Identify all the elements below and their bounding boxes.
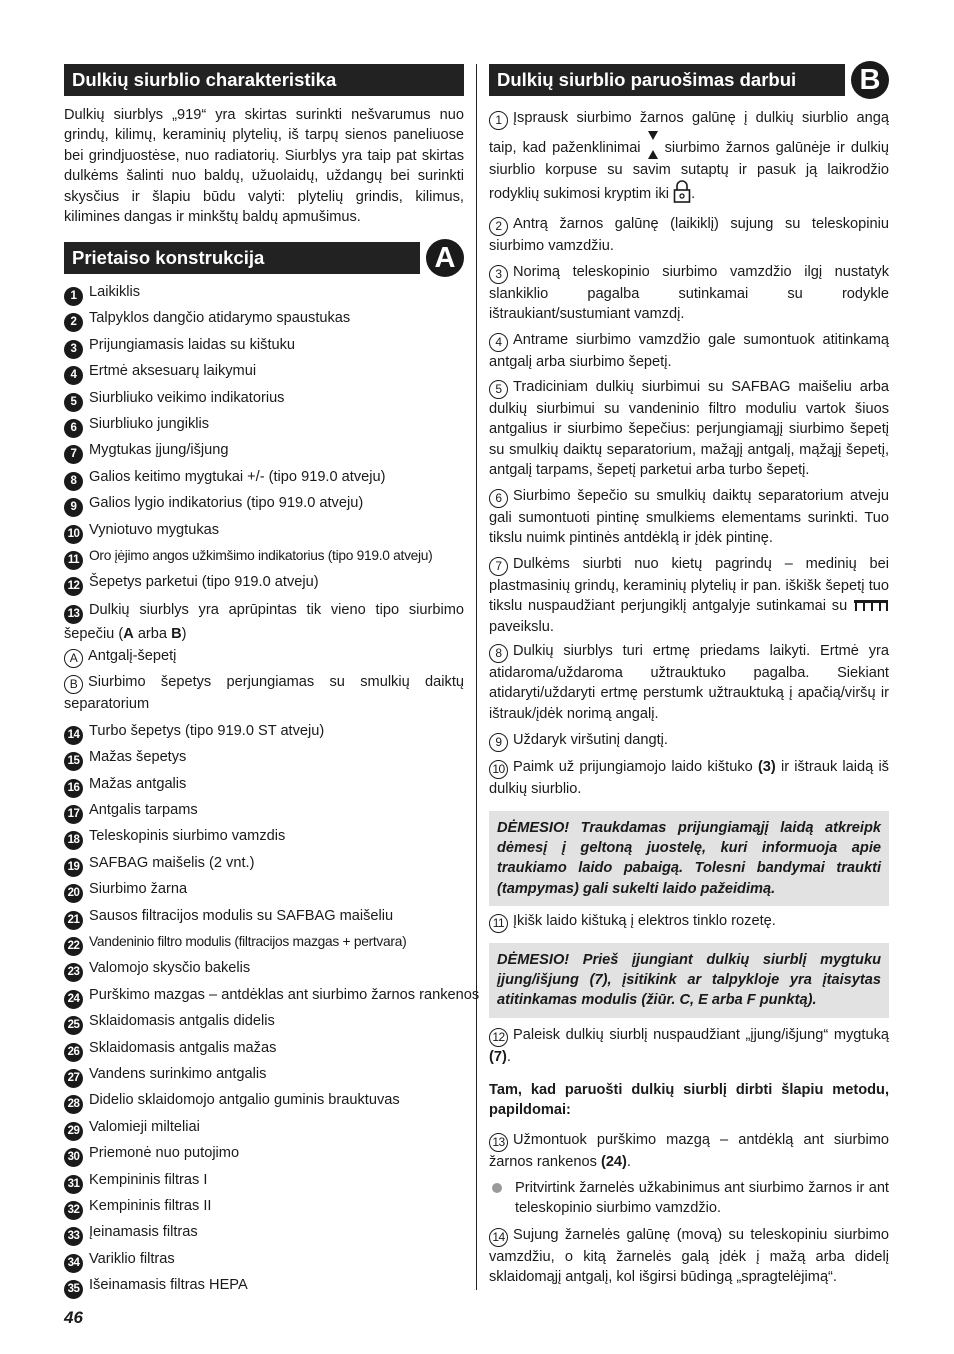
wet-method-note: Tam, kad paruošti dulkių siurblį dirbti šlapiu metodu, papildomai: [489, 1082, 889, 1119]
item-number: 17 [64, 805, 83, 824]
item-label: Siurbliuko veikimo indikatorius [89, 389, 285, 406]
item-label: Kempininis filtras II [89, 1198, 212, 1214]
item-label: Teleskopinis siurbimo vamzdis [89, 828, 286, 845]
section-header-construction: Prietaiso konstrukcija [64, 242, 420, 274]
item-label: Sausos filtracijos modulis su SAFBAG maišeliu [89, 907, 394, 924]
list-item [64, 1144, 464, 1167]
sub-item-a: A Antgalį-šepetį [64, 647, 176, 668]
item-number: 21 [64, 911, 83, 930]
item-number: 23 [64, 963, 83, 982]
list-item [64, 573, 464, 596]
step-10: 10 Paimk už prijungiamojo laido kištuko (3) ir ištrauk laidą iš dulkių siurblio. [489, 759, 889, 797]
step-number: 1 [489, 111, 508, 130]
list-item [64, 309, 464, 332]
list-item [64, 547, 464, 570]
item-label: Oro įėjimo angos užkimšimo indikatorius (tipo 919.0 atveju) [89, 548, 433, 563]
item-label: Turbo šepetys (tipo 919.0 ST atveju) [89, 722, 325, 739]
step-2: 2 Antrą žarnos galūnę (laikiklį) sujung su teleskopiniu siurbimo vamzdžiu. [489, 216, 889, 254]
item-number: 8 [64, 472, 83, 491]
list-item [64, 827, 464, 850]
step-12: 12 Paleisk dulkių siurblį nuspaudžiant „įjung/išjung“ mygtuką (7). [489, 1027, 889, 1065]
list-item [64, 468, 464, 491]
item-label: Vandeninio filtro modulis (filtracijos mazgas + pertvara) [89, 934, 407, 949]
item-label: Siurbliuko jungiklis [89, 416, 210, 432]
step-6: 6 Siurbimo šepečio su smulkių daiktų separatorium atveju gali sumontuoti pintinę smulkiems elementams surinkti. Tuo tikslu nuimk pintinės antdėklą ir įdėk pintinę. [489, 488, 889, 547]
list-item [64, 1276, 464, 1299]
item-label: Valomojo skysčio bakelis [89, 960, 251, 977]
list-item [64, 283, 464, 306]
item-label: Išeinamasis filtras HEPA [89, 1277, 248, 1294]
item-label: Įeinamasis filtras [89, 1224, 198, 1241]
item-number: 3 [64, 340, 83, 359]
item-number: 27 [64, 1069, 83, 1088]
item-number: 19 [64, 858, 83, 877]
step-13: 13 Užmontuok purškimo mazgą – antdėklą ant siurbimo žarnos rankenos (24). [489, 1132, 889, 1170]
list-item [64, 389, 464, 412]
page-number: 46 [64, 1308, 83, 1327]
list-item [64, 748, 464, 771]
item-label: Vandens surinkimo antgalis [89, 1066, 267, 1082]
section-badge-a: A [426, 239, 464, 277]
item-label: Variklio filtras [89, 1250, 175, 1267]
item-number: 28 [64, 1095, 83, 1114]
item-number: 24 [64, 990, 83, 1009]
item-number: 15 [64, 752, 83, 771]
alignment-arrows-icon [647, 130, 659, 160]
item-number: 4 [64, 366, 83, 385]
item-label: Purškimo mazgas – antdėklas ant siurbimo žarnos rankenos [89, 986, 480, 1003]
section-header-characteristics: Dulkių siurblio charakteristika [64, 64, 464, 96]
list-item-13: 13 Dulkių siurblys yra aprūpintas tik vieno tipo siurbimo šepečiu (A arba B) [64, 601, 464, 642]
list-item [64, 494, 464, 517]
sub-item-b: B Siurbimo šepetys perjungiamas su smulkių daiktų separatorium [64, 673, 464, 712]
warning-box-cable: DĖMESIO! Traukdamas prijungiamąjį laidą atkreipk dėmesį į geltoną juostelę, kuri informuoja apie traukiamo laido pabaigą. Tolesni bandymai traukti (tampymas) gali sukelti laido pažeidimą. [489, 811, 889, 906]
item-label: Antgalis tarpams [89, 802, 198, 818]
list-item [64, 933, 464, 956]
column-divider [476, 64, 477, 1290]
item-label: Mygtukas įjung/išjung [89, 442, 229, 459]
item-number: 9 [64, 498, 83, 517]
item-number: 20 [64, 884, 83, 903]
item-label: Sklaidomasis antgalis mažas [89, 1039, 277, 1056]
item-number: 14 [64, 726, 83, 745]
list-item [64, 1197, 464, 1220]
item-number: 31 [64, 1175, 83, 1194]
item-label: Šepetys parketui (tipo 919.0 atveju) [89, 574, 319, 591]
item-number: 32 [64, 1201, 83, 1220]
item-label: Ertmė aksesuarų laikymui [89, 363, 257, 380]
list-item [64, 1065, 464, 1088]
item-label: Didelio sklaidomojo antgalio guminis brauktuvas [89, 1092, 400, 1109]
step-14: 14 Sujung žarnelės galūnę (movą) su teleskopiniu siurbimo vamzdžiu, o kitą žarnelės galą įdėk į mažą arba didelį sklaidomąjį antgalį, kol išgirsi būdingą „spragtelėjimą“. [489, 1227, 889, 1286]
list-item [64, 986, 480, 1009]
item-label: Siurbimo žarna [89, 881, 188, 898]
list-item [64, 336, 464, 359]
item-label: Mažas antgalis [89, 775, 187, 792]
list-item [64, 854, 464, 877]
item-label: Vyniotuvo mygtukas [89, 521, 220, 538]
list-item [64, 1012, 464, 1035]
list-item [64, 880, 464, 903]
item-label: Galios keitimo mygtukai +/- (tipo 919.0 atveju) [89, 468, 386, 485]
list-item [64, 1171, 464, 1194]
list-item [64, 362, 464, 385]
list-item [64, 1250, 464, 1273]
list-item [64, 907, 464, 930]
item-number: 18 [64, 831, 83, 850]
item-number: 1 [64, 287, 83, 306]
item-label: Talpyklos dangčio atidarymo spaustukas [89, 310, 351, 327]
list-item [64, 775, 464, 798]
item-number: 22 [64, 937, 83, 956]
step-4: 4 Antrame siurbimo vamzdžio gale sumontuok atitinkamą antgalį arba siurbimo šepetį. [489, 332, 889, 370]
item-number: 6 [64, 419, 83, 438]
item-label: Sklaidomasis antgalis didelis [89, 1013, 275, 1030]
item-label: SAFBAG maišelis (2 vnt.) [89, 854, 255, 871]
list-item [64, 1091, 464, 1114]
step-1: 1 Įsprausk siurbimo žarnos galūnę į dulkių siurblio angą taip, kad paženklinimai siurbimo žarnos galūnėje ir dulkių siurblio korpuse su savim sutaptų ir pasuk ją laikrodžio rodyklių sukimosi kryptim iki . [489, 110, 889, 203]
item-number: 11 [64, 551, 83, 570]
section-header-preparation: Dulkių siurblio paruošimas darbui [489, 64, 845, 96]
item-label: Galios lygio indikatorius (tipo 919.0 atveju) [89, 495, 364, 512]
item-number: 7 [64, 445, 83, 464]
list-item [64, 521, 464, 544]
list-item [64, 1118, 464, 1141]
step-8: 8 Dulkių siurblys turi ertmę priedams laikyti. Ertmė yra atidaroma/uždaroma užtrauktuko pagalba. Siekiant atidaryti/uždaryti ertmę perstumk užtrauktuką į apačią/viršų ir ištrauk/įdėk norimą angalį. [489, 643, 889, 722]
list-item [64, 722, 464, 745]
list-item [64, 441, 464, 464]
item-number: 33 [64, 1227, 83, 1246]
list-item [64, 801, 464, 824]
item-label: Mažas šepetys [89, 749, 187, 766]
step-5: 5 Tradiciniam dulkių siurbimui su SAFBAG maišeliu arba dulkių siurbimui su vandeninio filtro moduliu vartok šiuos antgalius ir siurbimo šepečius: perjungiamąjį siurbimo šepetį su smulkių daiktų separatorium, mažąjį antgalį, mąžąjį šepetį, antgalį tarpams, šepetį parketui arba turbo šepetį. [489, 379, 889, 479]
item-number: 30 [64, 1148, 83, 1167]
warning-box-module: DĖMESIO! Prieš įjungiant dulkių siurblį mygtuku įjung/išjung (7), įsitikink ar talpykloje yra įtaisytas atitinkamas modulis (žiūr. C, E arba F punktą). [489, 943, 889, 1018]
section-badge-b: B [851, 61, 889, 99]
item-label: Priemonė nuo putojimo [89, 1145, 240, 1162]
item-label: Laikiklis [89, 284, 141, 300]
lock-icon [673, 180, 691, 204]
step-11: 11 Įkišk laido kištuką į elektros tinklo rozetę. [489, 911, 889, 933]
item-label: Kempininis filtras I [89, 1171, 208, 1188]
brush-bristles-icon [853, 598, 889, 612]
item-number: 26 [64, 1043, 83, 1062]
item-number: 12 [64, 577, 83, 596]
item-number: 35 [64, 1280, 83, 1299]
list-item [64, 1039, 464, 1062]
list-item [64, 1223, 464, 1246]
step-3: 3 Norimą teleskopinio siurbimo vamzdžio ilgį nustatyk slankiklio pagalba sutinkamai su rodykle ištraukiant/sustumiant vamzdį. [489, 264, 889, 323]
item-number: 16 [64, 779, 83, 798]
item-number: 34 [64, 1254, 83, 1273]
item-label: Valomieji milteliai [89, 1118, 200, 1135]
list-item [64, 415, 464, 438]
item-number: 29 [64, 1122, 83, 1141]
item-number: 25 [64, 1016, 83, 1035]
item-number: 5 [64, 393, 83, 412]
list-item [64, 959, 464, 982]
step-9: 9 Uždaryk viršutinį dangtį. [489, 730, 889, 752]
item-number: 10 [64, 525, 83, 544]
item-label: Prijungiamasis laidas su kištuku [89, 336, 296, 353]
intro-paragraph: Dulkių siurblys „919“ yra skirtas surinkti nešvarumus nuo grindų, kilimų, keraminių plytelių, iš tarpų sienos paneliuose bei grindjuostėse, nuo radiatorių. Siurblys yra taip pat skirtas dulkėms šalinti nuo baldų, užuolaidų, uždangų bei surinkti skysčius ir šlapiu būdu valyti: plytelių grindis, kilimus, kilimines dangas ir minkštų baldų apmušimus. [64, 107, 464, 226]
item-number: 2 [64, 313, 83, 332]
bullet-icon [492, 1183, 502, 1193]
step-7: 7 Dulkėms siurbti nuo kietų pagrindų – medinių bei plastmasinių grindų, keraminių plytelių ir pan. iškišk šepetį tuo tikslu nuspaudžiant perjungiklį antgalyje sutinkamai su paveikslu. [489, 556, 889, 635]
